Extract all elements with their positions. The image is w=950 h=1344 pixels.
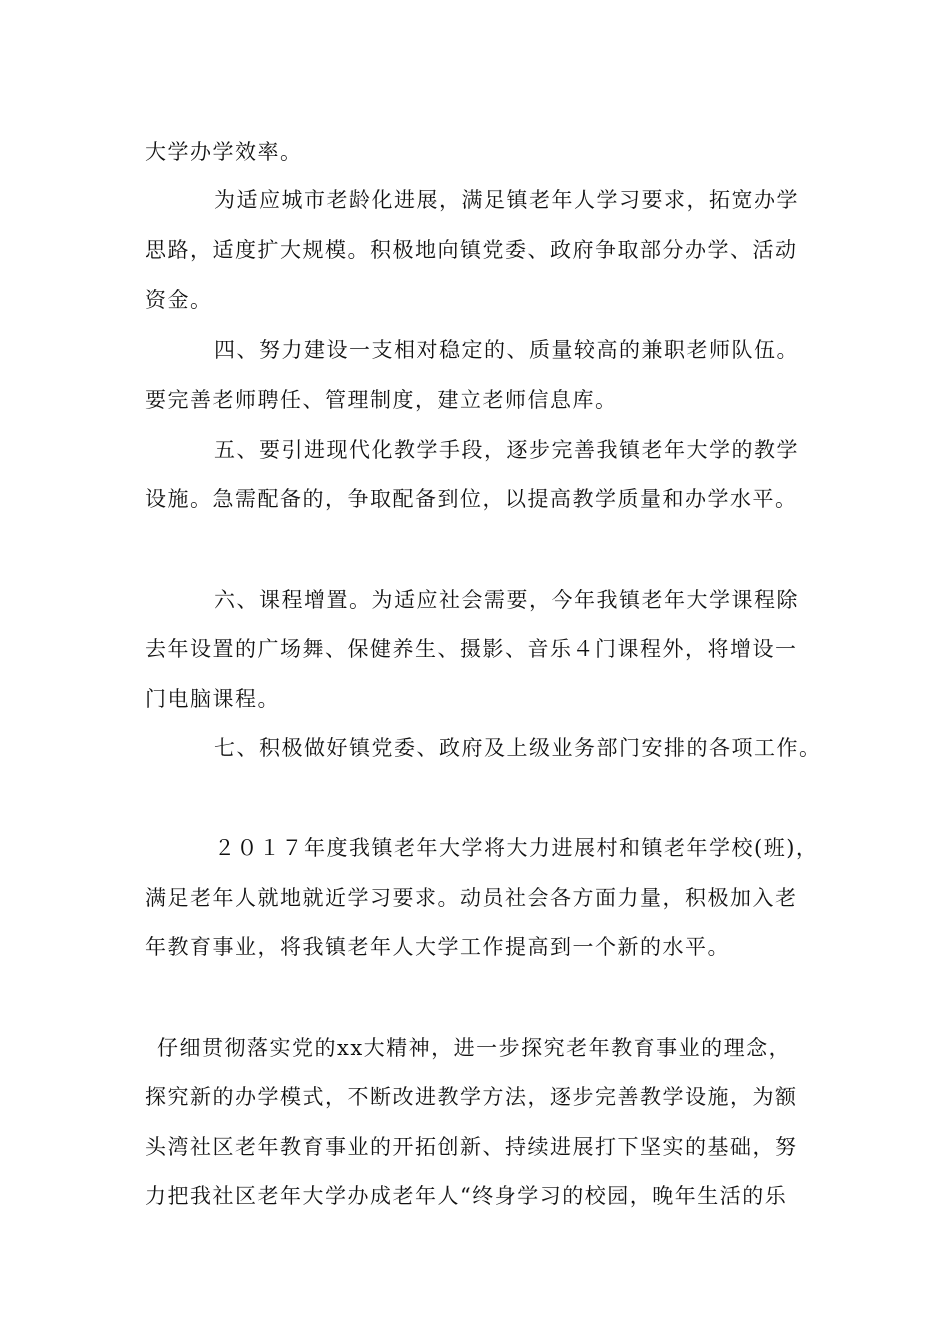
- text-line: 七、积极做好镇党委、政府及上级业务部门安排的各项工作。: [214, 736, 822, 760]
- text-line: 满足老年人就地就近学习要求。动员社会各方面力量，积极加入老: [145, 886, 798, 910]
- text-line: 五、要引进现代化教学手段，逐步完善我镇老年大学的教学: [214, 438, 799, 462]
- text-line: 四、努力建设一支相对稳定的、质量较高的兼职老师队伍。: [214, 338, 799, 362]
- text-line: 力把我社区老年大学办成老年人“终身学习的校园，晚年生活的乐: [145, 1184, 788, 1208]
- text-line: 为适应城市老龄化进展，满足镇老年人学习要求，拓宽办学: [214, 188, 799, 212]
- text-line: 资金。: [145, 288, 213, 312]
- text-line: 思路，适度扩大规模。积极地向镇党委、政府争取部分办学、活动: [145, 238, 798, 262]
- text-line: 门电脑课程。: [145, 687, 280, 711]
- text-line: 去年设置的广场舞、保健养生、摄影、音乐４门课程外，将增设一: [145, 637, 798, 661]
- text-line: 仔细贯彻落实党的xx大精神，进一步探究老年教育事业的理念，: [157, 1036, 792, 1060]
- text-line: 要完善老师聘任、管理制度，建立老师信息库。: [145, 388, 618, 412]
- text-line: 设施。急需配备的，争取配备到位，以提高教学质量和办学水平。: [145, 487, 798, 511]
- text-line: 探究新的办学模式，不断改进教学方法，逐步完善教学设施，为额: [145, 1085, 798, 1109]
- text-line: ２０１７年度我镇老年大学将大力进展村和镇老年学校(班)，: [214, 836, 819, 860]
- text-line: 大学办学效率。: [145, 140, 303, 164]
- text-line: 头湾社区老年教育事业的开拓创新、持续进展打下坚实的基础，努: [145, 1135, 798, 1159]
- text-line: 六、课程增置。为适应社会需要，今年我镇老年大学课程除: [214, 588, 799, 612]
- text-line: 年教育事业，将我镇老年人大学工作提高到一个新的水平。: [145, 935, 730, 959]
